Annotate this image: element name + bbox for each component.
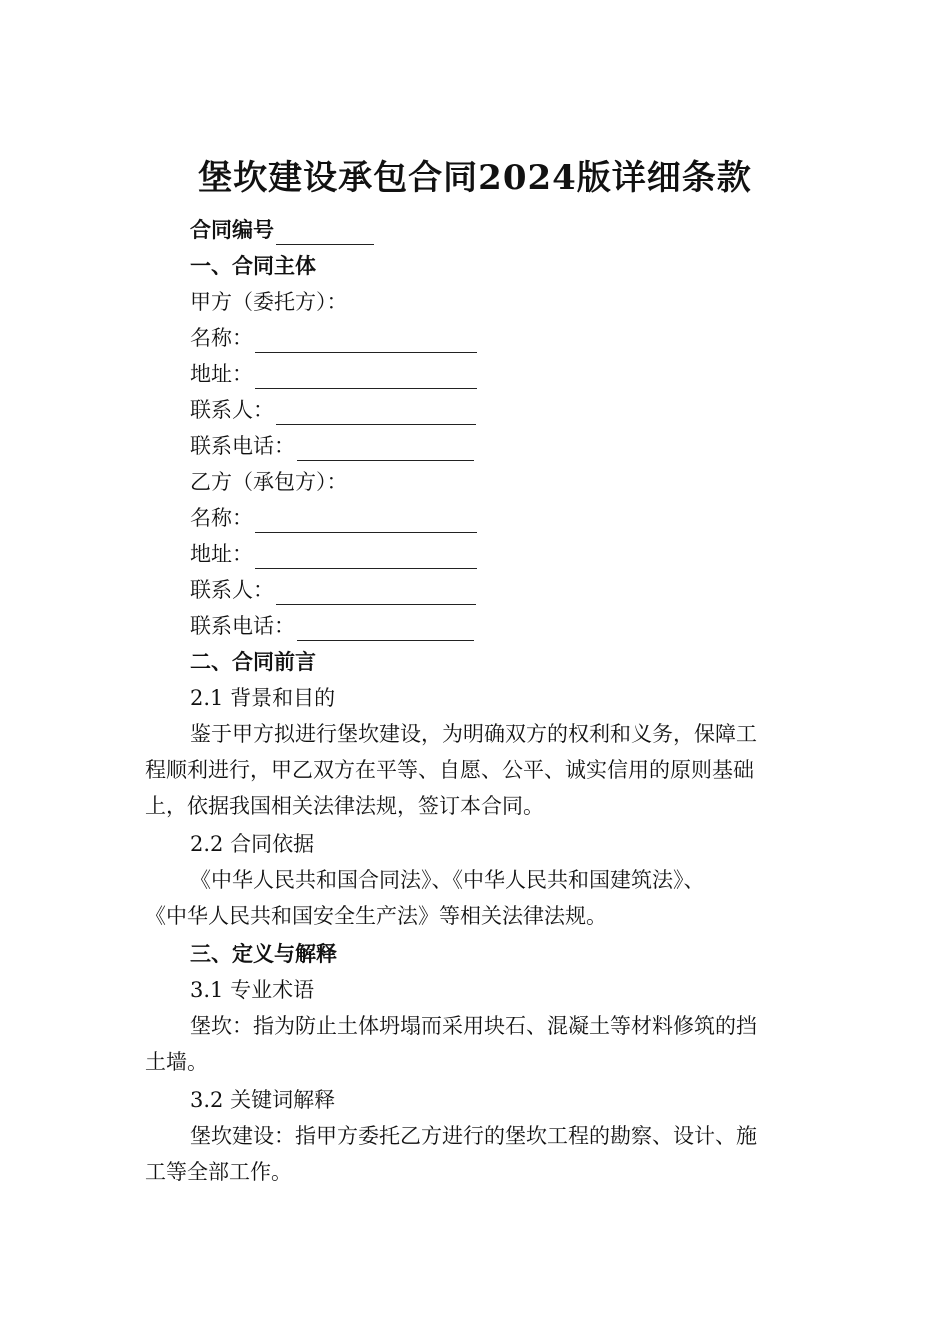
paragraph-line: 堡坎建设：指甲方委托乙方进行的堡坎工程的勘察、设计、施 [190,1124,757,1148]
party-a-heading: 甲方（委托方）： [190,290,348,314]
subsection-2-2-heading: 2.2 合同依据 [190,832,315,856]
party-b-heading: 乙方（承包方）： [190,470,348,494]
paragraph-line: 工等全部工作。 [145,1160,292,1184]
paragraph-3-1 [145,1008,815,1080]
party-a-name-label: 名称： [190,326,253,350]
contract-number-label: 合同编号 [190,218,274,242]
party-b-contact-blank[interactable] [276,582,476,605]
party-b-phone-blank[interactable] [297,618,474,641]
party-b-address-label: 地址： [190,542,253,566]
party-b-phone-line [190,611,474,641]
party-b-contact-label: 联系人： [190,578,274,602]
contract-number-blank[interactable] [276,222,374,245]
subsection-3-1-heading: 3.1 专业术语 [190,978,315,1002]
subsection-3-2-heading: 3.2 关键词解释 [190,1088,336,1112]
party-b-phone-label: 联系电话： [190,614,295,638]
paragraph-line: 堡坎：指为防止土体坍塌而采用块石、混凝土等材料修筑的挡 [190,1014,757,1038]
party-a-name-blank[interactable] [255,330,477,353]
party-b-contact-line [190,575,476,605]
paragraph-2-1 [145,716,815,824]
subsection-2-1-heading: 2.1 背景和目的 [190,686,336,710]
party-a-name-line [190,323,477,353]
party-a-address-line [190,359,477,389]
section-1-heading: 一、合同主体 [190,254,316,278]
paragraph-line: 《中华人民共和国合同法》、《中华人民共和国建筑法》、 [190,868,705,892]
paragraph-line: 程顺利进行，甲乙双方在平等、自愿、公平、诚实信用的原则基础 [145,758,754,782]
section-3-heading: 三、定义与解释 [190,942,337,966]
party-b-address-blank[interactable] [255,546,477,569]
party-a-phone-line [190,431,474,461]
contract-number-line [190,215,374,245]
party-a-phone-blank[interactable] [297,438,474,461]
party-b-name-blank[interactable] [255,510,477,533]
paragraph-line: 土墙。 [145,1050,208,1074]
paragraph-line: 上，依据我国相关法律法规，签订本合同。 [145,794,544,818]
party-b-address-line [190,539,477,569]
party-a-contact-line [190,395,476,425]
party-a-phone-label: 联系电话： [190,434,295,458]
paragraph-2-2 [145,862,815,934]
paragraph-3-2 [145,1118,815,1190]
party-a-address-label: 地址： [190,362,253,386]
paragraph-line: 《中华人民共和国安全生产法》等相关法律法规。 [145,904,607,928]
document-title: 堡坎建设承包合同2024版详细条款 [198,158,752,198]
party-b-name-line [190,503,477,533]
section-2-heading: 二、合同前言 [190,650,316,674]
party-a-contact-blank[interactable] [276,402,476,425]
paragraph-line: 鉴于甲方拟进行堡坎建设，为明确双方的权利和义务，保障工 [190,722,757,746]
party-b-name-label: 名称： [190,506,253,530]
party-a-contact-label: 联系人： [190,398,274,422]
party-a-address-blank[interactable] [255,366,477,389]
